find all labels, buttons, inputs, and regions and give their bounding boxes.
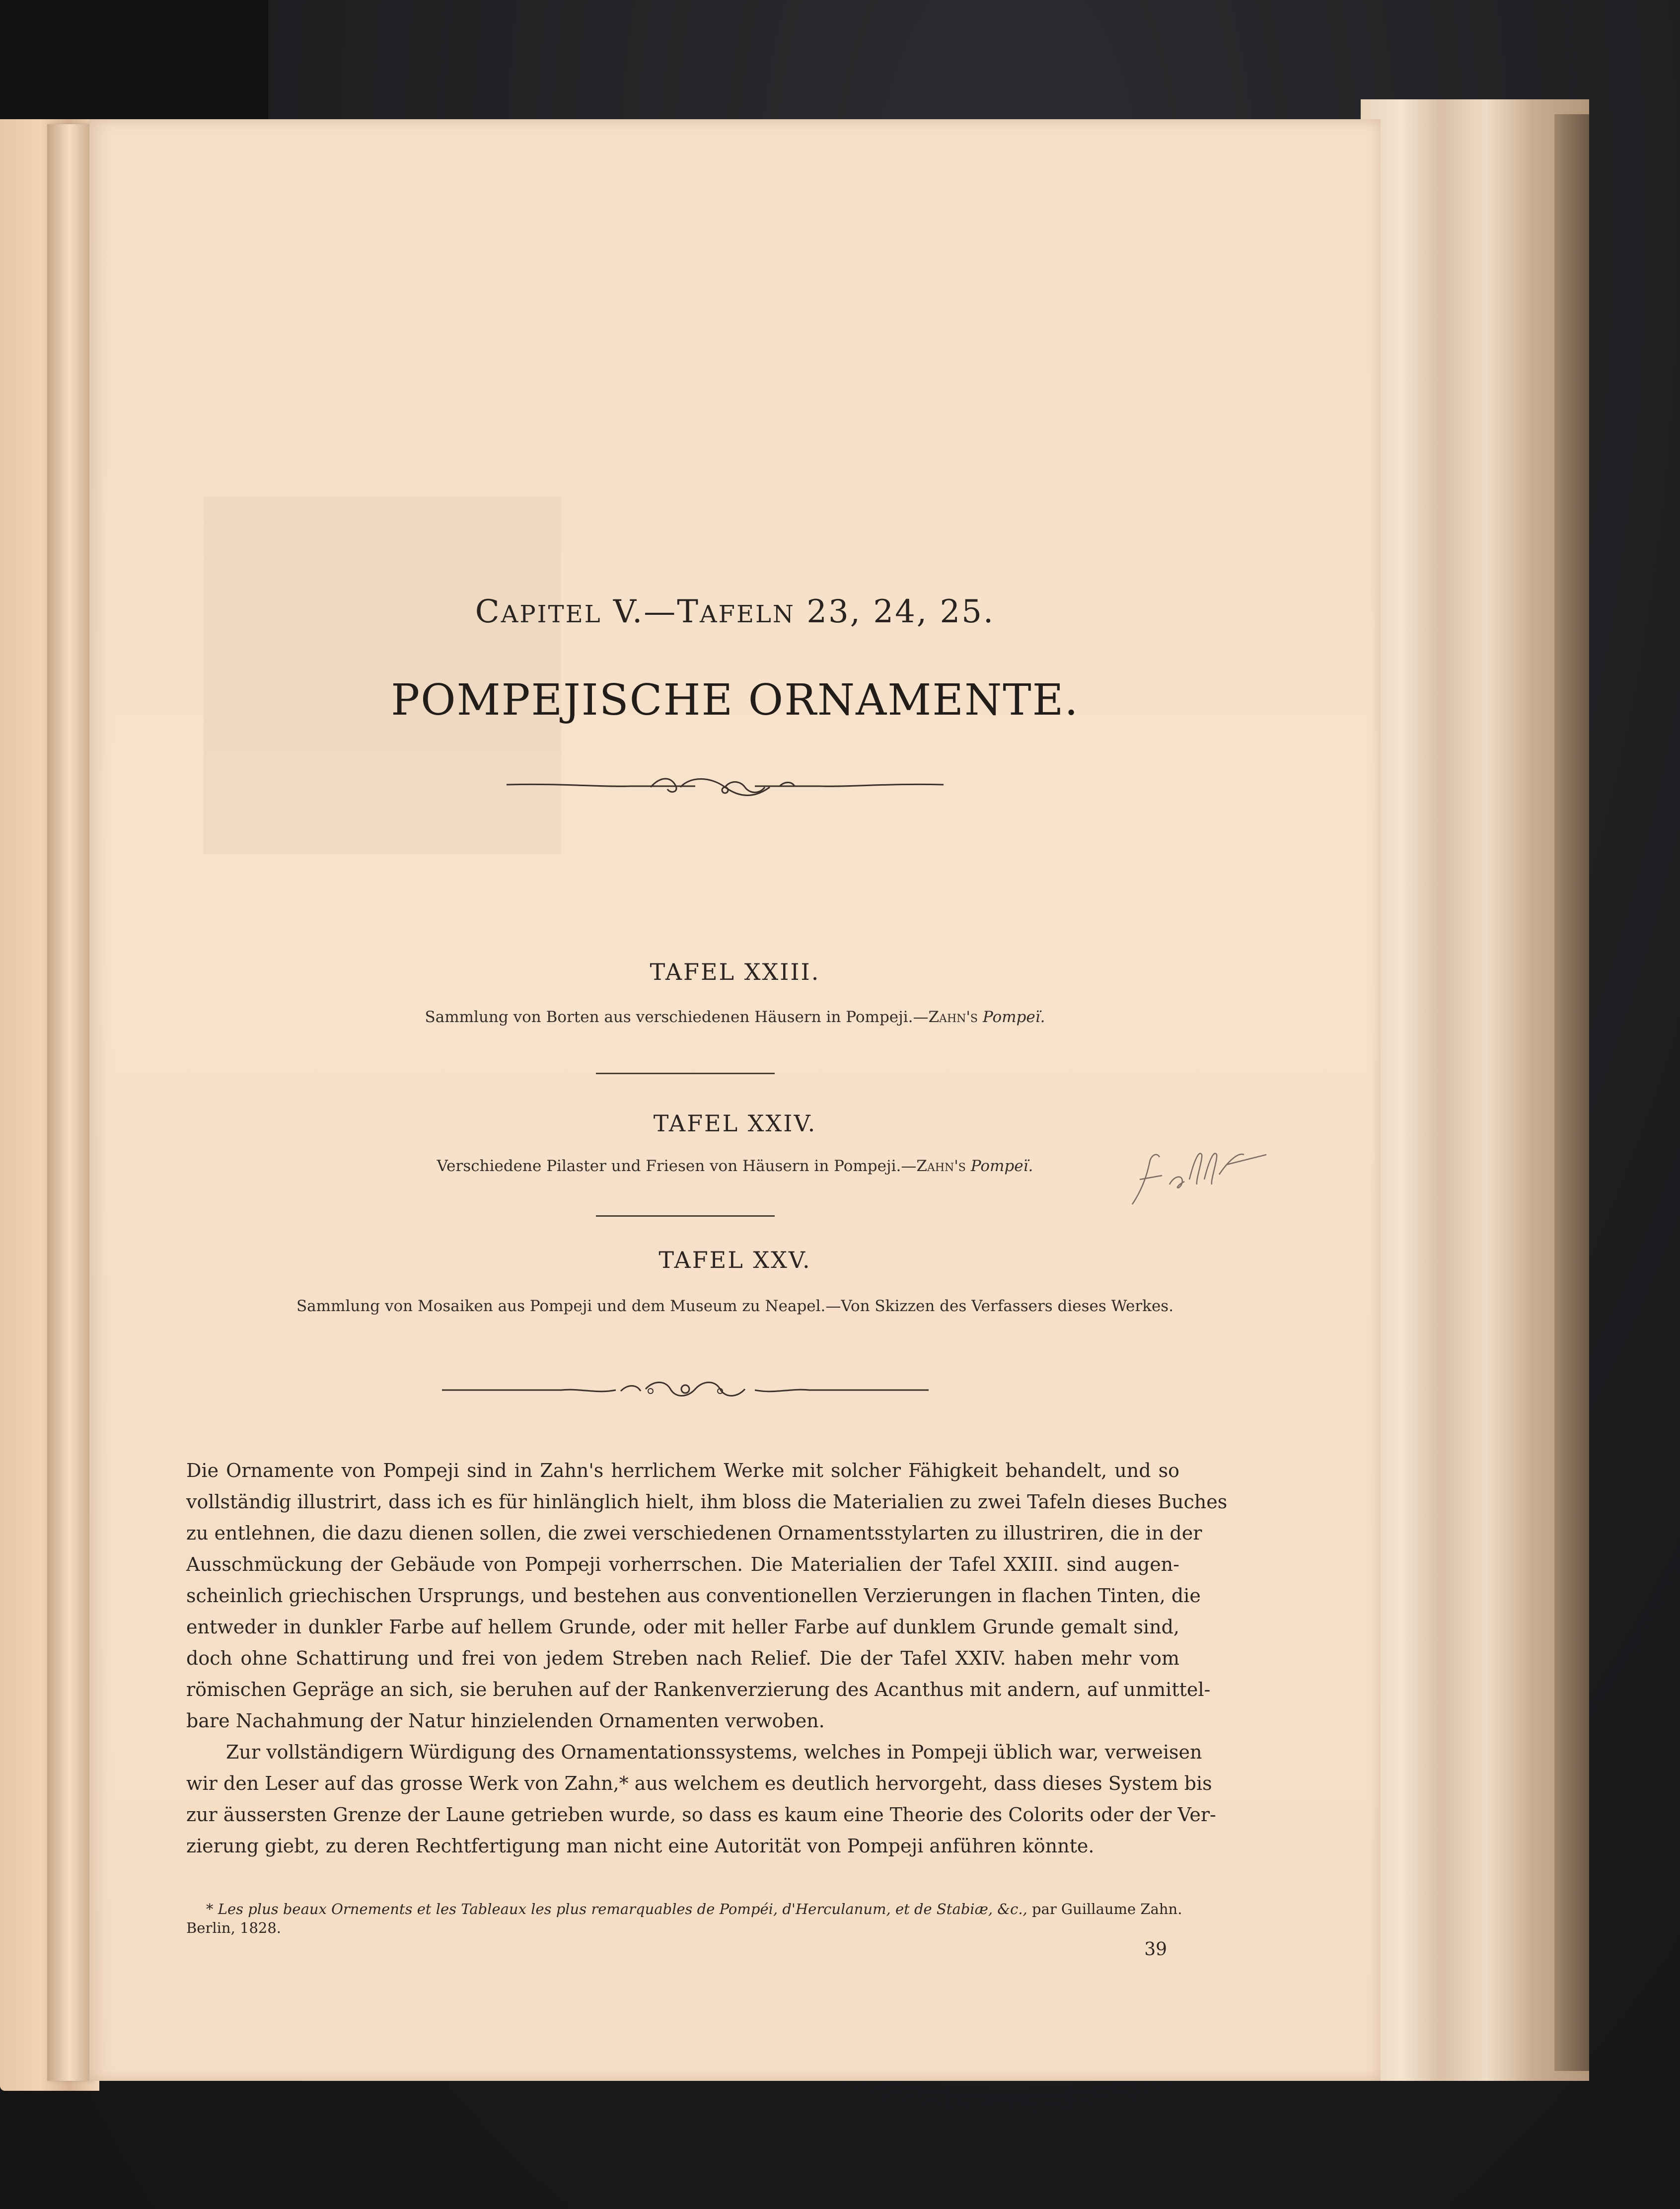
text-line: zur äussersten Grenze der Laune getrieben wurde, so dass es kaum eine Theorie des Colorits oder der Ver- [186,1804,1216,1826]
body-text [186,1455,1228,1862]
page-title: POMPEJISCHE ORNAMENTE. [391,675,1079,725]
left-page-edge [47,124,92,2081]
text-line: Zur vollständigern Würdigung des Ornamentationssystems, welches in Pompeji üblich war, verweisen [226,1741,1202,1763]
text-line: vollständig illustrirt, dass ich es für hinlänglich hielt, ihm bloss die Materialien zu zwei Tafeln dieses Buches [186,1491,1228,1513]
plate-title-xxiv: TAFEL XXIV. [653,1110,817,1137]
text-line: römischen Gepräge an sich, sie beruhen auf der Rankenverzierung des Acanthus mit andern, auf unmittel- [186,1679,1211,1700]
ornament-divider-bottom [437,1374,934,1404]
plate-desc-xxv: Sammlung von Mosaiken aus Pompeji und dem Museum zu Neapel.—Von Skizzen des Verfassers dieses Werkes. [296,1297,1174,1315]
divider-rule [596,1215,775,1217]
text-line: Ausschmückung der Gebäude von Pompeji vorherrschen. Die Materialien der Tafel XXIII. sind augen- [186,1553,1179,1575]
plate-desc-xxiv: Verschiedene Pilaster und Friesen von Häusern in Pompeji.—Zahn's Pompeï. [437,1157,1033,1175]
plate-title-xxv: TAFEL XXV. [658,1247,811,1273]
plate-title-xxiii: TAFEL XXIII. [650,958,820,985]
footnote-line: Berlin, 1828. [186,1919,282,1936]
text-line: zierung giebt, zu deren Rechtfertigung man nicht eine Autorität von Pompeji anführen könnte. [186,1835,1095,1857]
book-cover-edge [1554,114,1589,2071]
text-line: entweder in dunkler Farbe auf hellem Grunde, oder mit heller Farbe auf dunklem Grunde gemalt sind, [186,1616,1179,1638]
handwritten-note [1122,1145,1271,1214]
ornament-divider-top [502,772,949,797]
footnote-line: * Les plus beaux Ornements et les Tableaux les plus remarquables de Pompéi, d'Herculanum, et de Stabiæ, &c., par Guillaume Zahn. [206,1901,1182,1917]
dark-corner [0,0,268,124]
book-page [89,119,1381,2081]
chapter-heading: CAPITEL V.—TAFELN 23, 24, 25. [475,593,995,630]
text-line: scheinlich griechischen Ursprungs, und bestehen aus conventionellen Verzierungen in flachen Tinten, die [186,1585,1201,1607]
page-number: 39 [1144,1939,1167,1960]
text-line: wir den Leser auf das grosse Werk von Zahn,* aus welchem es deutlich hervorgeht, dass dieses System bis [186,1772,1212,1794]
text-line: Die Ornamente von Pompeji sind in Zahn's herrlichem Werke mit solcher Fähigkeit behandelt, und so [186,1460,1179,1481]
divider-rule [596,1073,775,1074]
text-line: zu entlehnen, die dazu dienen sollen, die zwei verschiedenen Ornamentsstylarten zu illustriren, die in der [186,1522,1202,1544]
footnote [186,1900,1182,1937]
text-line: bare Nachahmung der Natur hinzielenden Ornamenten verwoben. [186,1710,825,1732]
text-line: doch ohne Schattirung und frei von jedem Streben nach Relief. Die der Tafel XXIV. haben mehr vom [186,1647,1179,1669]
plate-desc-xxiii: Sammlung von Borten aus verschiedenen Häusern in Pompeji.—Zahn's Pompeï. [425,1008,1045,1026]
